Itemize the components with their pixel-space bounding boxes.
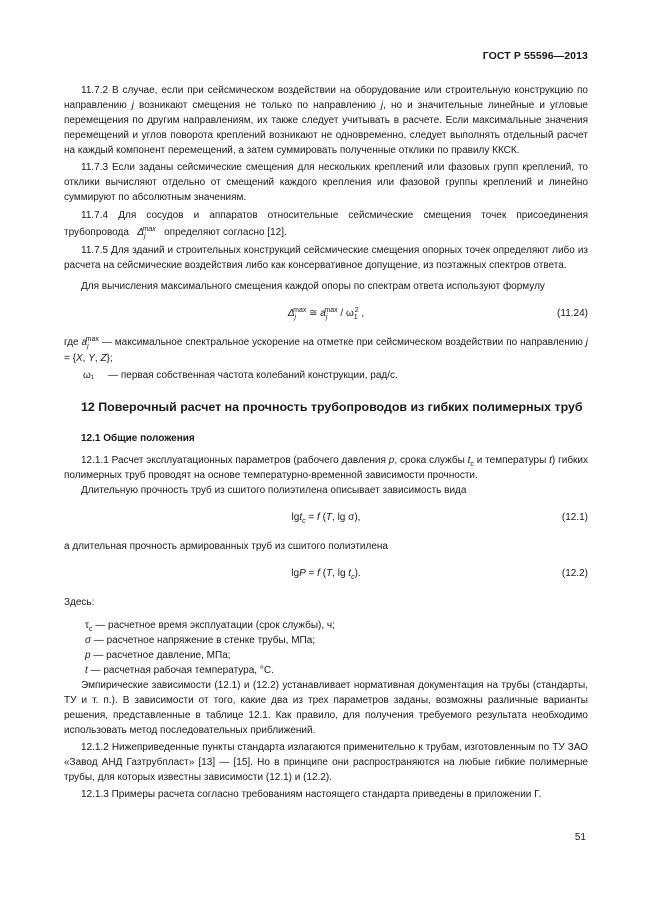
paragraph-reinforced: а длительная прочность армированных труб из сшитого полиэтилена [64,541,388,552]
definition-p: p — расчетное давление, МПа; [85,650,231,661]
heading-section-12: 12 Поверочный расчет на прочность трубопроводов из гибких полимерных труб [81,400,583,414]
page-number: 51 [574,832,586,843]
paragraph-12-1-3: 12.1.3 Примеры расчета согласно требованиям настоящего стандарта приведены в приложении Г. [81,789,542,800]
delta-max-symbol: $\Delta_j^{max}$ [131,225,156,240]
paragraph-empirical: Эмпирические зависимости (12.1) и (12.2) устанавливает нормативная документация на трубы (стандарты, ТУ и т. п.). В зависимости от того, какие два из трех параметров заданы, возможны различные варианты решения, представленные в таблице 12.1. Как правило, для получения требуемого результата необходимо использовать метод последовательных приближений. [64,680,588,736]
paragraph-11-7-2: 11.7.2 В случае, если при сейсмическом воздействии на оборудование или строительную конструкцию по направлению j возникают смещения не только по направлению j, но и значительные линейные и угловые перемещения по другим направлениям, их также следует учитывать в расчете. Если максимальные значения перемещений и углов поворота креплений возникают не одновременно, следует выполнять отдельный расчет на каждый компонент перемещений, а затем суммировать полученные отклики по правилу ККСК. [64,85,588,156]
definition-sigma: σ — расчетное напряжение в стенке трубы, МПа; [85,635,316,646]
formula-11-24-expression: $\Delta_j^{max}$ ≅ $a_j^{max} / \omega_1^2$ , [287,306,365,321]
formula-11-24-number: (11.24) [557,308,588,319]
formula-12-2-expression: lgP = f (T, $\lg t_c$). [291,568,361,581]
definition-t: t — расчетная рабочая температура, °С. [85,665,274,676]
formula-12-1 [64,510,588,528]
formula-12-1-expression: lgt$_c$ = f (T, lg σ), [291,512,361,525]
page-body [64,83,588,802]
document-id: ГОСТ Р 55596—2013 [482,50,588,62]
paragraph-12-1-2: 12.1.2 Нижеприведенные пункты стандарта излагаются применительно к трубам, изготовленным по ТУ ЗАО «Завод АНД Газтрубпласт» [13] — [15]. Но в принципе они распространяются на любые гибкие полимерные трубы, для которых известны зависимости (12.1) и (12.2). [64,742,588,783]
paragraph-11-7-4-text: 11.7.4 Для сосудов и аппаратов относительные сейсмические смещения точек присоединения трубопровода [64,210,588,238]
where-item-omega-text: — первая собственная частота колебаний конструкции, рад/с. [108,370,398,381]
definition-tau: $\tau_c$ — расчетное время эксплуатации (срок службы), ч; [85,620,335,633]
paragraph-12-1-1: 12.1.1 Расчет эксплуатационных параметров (рабочего давления p, срока службы $t_c$ и температуры t) гибких полимерных труб проводят на основе температурно-временной зависимости прочности. [64,455,589,481]
paragraph-here: Здесь: [64,597,95,608]
paragraph-11-7-3: 11.7.3 Если заданы сейсмические смещения для нескольких креплений или фазовых групп креплений, то отклики вычисляют отдельно от смещений каждого крепления или фазовой группы креплений и линейно суммируют по абсолютным значениям. [64,162,588,203]
heading-section-12-1: 12.1 Общие положения [81,433,195,444]
where-item-omega [64,368,588,383]
paragraph-long-strength: Длительную прочность труб из сшитого полиэтилена описывает зависимость вида [81,485,467,496]
paragraph-formula-intro: Для вычисления максимального смещения каждой опоры по спектрам ответа используют формулу [81,281,545,292]
formula-11-24 [64,306,588,324]
formula-12-1-number: (12.1) [561,512,588,523]
formula-12-2 [64,566,588,584]
where-item-omega-symbol: ω₁ [83,370,95,381]
paragraph-11-7-5: 11.7.5 Для зданий и строительных конструкций сейсмические смещения опорных точек определяют либо из расчета на сейсмические воздействия либо как консервативное допущение, из поэтажных спектров ответа. [64,245,588,271]
formula-12-2-number: (12.2) [561,568,588,579]
paragraph-11-7-4 [64,207,588,241]
where-item-a-max: где $a_j^{max}$ — максимальное спектральное ускорение на отметке при сейсмическом воздействии по направлению j = {X, Y, Z}; [64,335,589,364]
paragraph-11-7-4-ref: определяют согласно [12]. [164,227,287,238]
